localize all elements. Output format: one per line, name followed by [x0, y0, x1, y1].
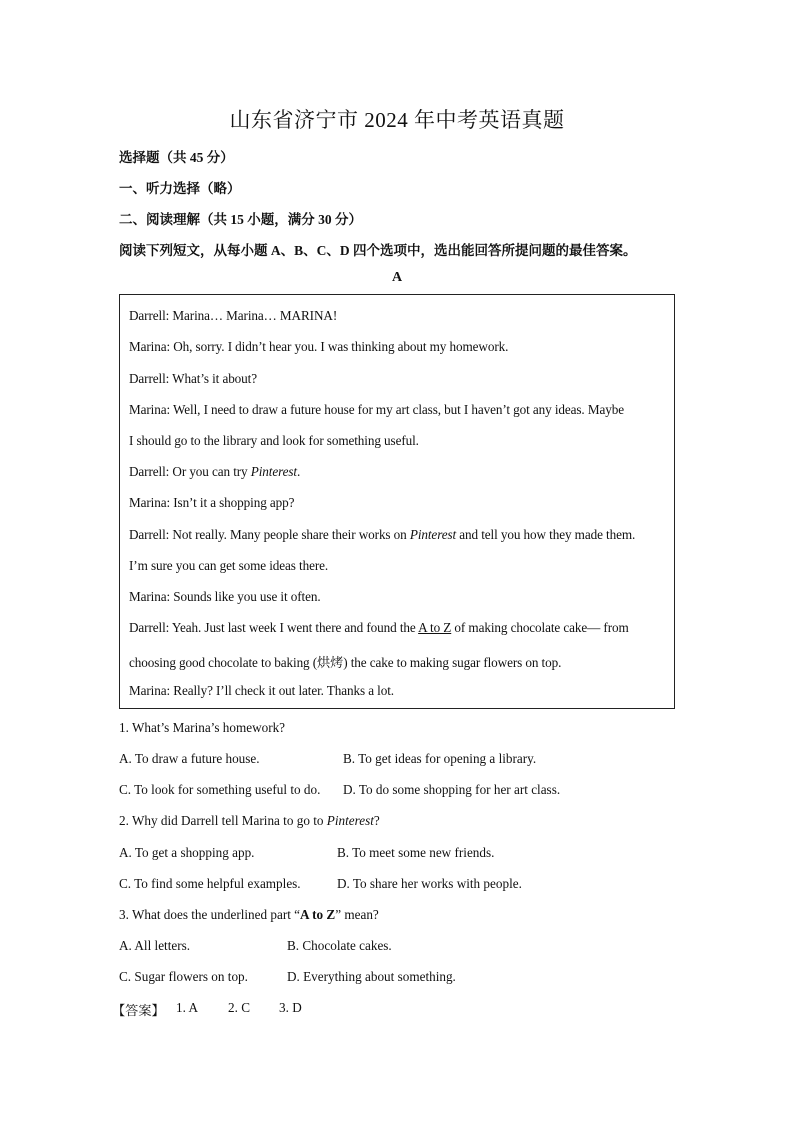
dialogue-line: Marina: Oh, sorry. I didn’t hear you. I was thinking about my homework. — [129, 339, 509, 354]
dialogue-line: Marina: Really? I’ll check it out later. Thanks a lot. — [129, 683, 394, 698]
question-1-option-b: B. To get ideas for opening a library. — [343, 751, 537, 766]
dialogue-line: Marina: Sounds like you use it often. — [129, 589, 321, 604]
dialogue-line — [129, 527, 635, 543]
question-2-option-b: B. To meet some new friends. — [337, 845, 495, 860]
dialogue-line: Marina: Isn’t it a shopping app? — [129, 495, 295, 510]
dialogue-text: Darrell: Or you can try — [129, 464, 251, 479]
section-heading-listening: 一、听力选择（略） — [119, 181, 241, 196]
dialogue-line: Marina: Well, I need to draw a future house for my art class, but I haven’t got any ideas. Maybe — [129, 402, 624, 417]
answer-3: 3. D — [279, 1000, 302, 1015]
question-2-stem — [119, 813, 380, 829]
page-title: 山东省济宁市 2024 年中考英语真题 — [229, 108, 565, 132]
question-3-option-a: A. All letters. — [119, 938, 191, 953]
question-1-stem: 1. What’s Marina’s homework? — [119, 720, 286, 735]
dialogue-text: of making chocolate cake— from — [451, 620, 629, 635]
underlined-phrase: A to Z — [418, 620, 452, 635]
dialogue-text: and tell you how they made them. — [456, 527, 636, 542]
question-text: 3. What does the underlined part “ — [119, 907, 301, 922]
answer-label: 【答案】 — [112, 1003, 165, 1018]
pinterest-mention: Pinterest — [326, 813, 374, 828]
dialogue-line: Darrell: Marina… Marina… MARINA! — [129, 308, 338, 323]
question-1-option-c: C. To look for something useful to do. — [119, 782, 321, 797]
question-3-option-b: B. Chocolate cakes. — [287, 938, 392, 953]
question-text: ” mean? — [335, 907, 379, 922]
section-heading-reading: 二、阅读理解（共 15 小题，满分 30 分） — [119, 212, 362, 227]
pinterest-mention: Pinterest — [250, 464, 297, 479]
question-2-option-a: A. To get a shopping app. — [119, 845, 255, 860]
dialogue-line: Darrell: What’s it about? — [129, 371, 257, 386]
dialogue-line: I should go to the library and look for something useful. — [129, 433, 419, 448]
question-1-option-d: D. To do some shopping for her art class. — [343, 782, 561, 797]
question-2-option-c: C. To find some helpful examples. — [119, 876, 301, 891]
dialogue-text: Darrell: Not really. Many people share their works on — [129, 527, 410, 542]
quoted-phrase: A to Z — [300, 907, 336, 922]
reading-instruction: 阅读下列短文，从每小题 A、B、C、D 四个选项中，选出能回答所提问题的最佳答案。 — [119, 243, 637, 258]
dialogue-line — [129, 620, 629, 636]
section-heading-choice: 选择题（共 45 分） — [119, 150, 234, 165]
question-2-option-d: D. To share her works with people. — [337, 876, 522, 891]
dialogue-text: Darrell: Yeah. Just last week I went there and found the — [129, 620, 419, 635]
question-3-option-c: C. Sugar flowers on top. — [119, 969, 248, 984]
question-3-stem — [119, 907, 379, 923]
pinterest-mention: Pinterest — [409, 527, 457, 542]
question-text: ? — [373, 813, 380, 828]
answer-1: 1. A — [176, 1000, 198, 1015]
question-3-option-d: D. Everything about something. — [287, 969, 456, 984]
passage-label: A — [391, 270, 403, 285]
dialogue-line — [129, 464, 300, 480]
question-1-option-a: A. To draw a future house. — [119, 751, 260, 766]
dialogue-line: choosing good chocolate to baking (烘烤) the cake to making sugar flowers on top. — [129, 655, 562, 670]
dialogue-text: . — [296, 464, 301, 479]
dialogue-line: I’m sure you can get some ideas there. — [129, 558, 329, 573]
question-text: 2. Why did Darrell tell Marina to go to — [119, 813, 327, 828]
dialogue-box — [119, 294, 675, 709]
answer-2: 2. C — [228, 1000, 250, 1015]
